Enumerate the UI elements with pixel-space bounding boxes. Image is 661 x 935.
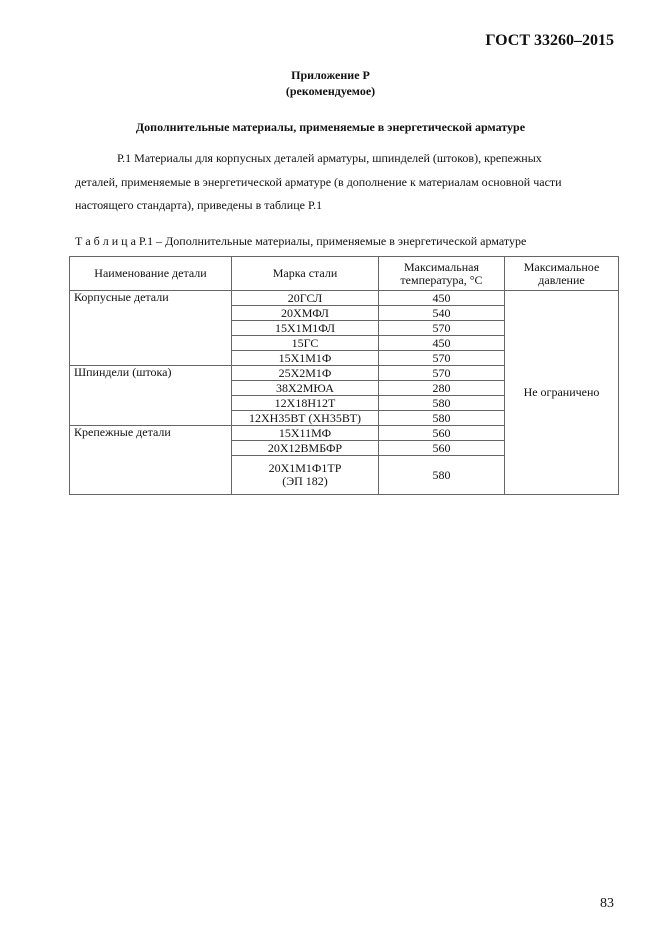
part-name-cell: Корпусные детали (70, 291, 232, 366)
part-name-cell: Крепежные детали (70, 426, 232, 495)
part-name-cell: Шпиндели (штока) (70, 366, 232, 426)
steel-grade-cell: 20Х1М1Ф1ТР (ЭП 182) (232, 456, 379, 495)
steel-grade-cell: 38Х2МЮА (232, 381, 379, 396)
table-row (70, 291, 619, 306)
steel-grade-cell: 15Х1М1Ф (232, 351, 379, 366)
max-temperature-cell: 560 (379, 441, 505, 456)
max-temperature-cell: 280 (379, 381, 505, 396)
steel-grade-cell: 15Х1М1ФЛ (232, 321, 379, 336)
paragraph-line: деталей, применяемые в энергетической арматуре (в дополнение к материалам основной части (75, 175, 562, 189)
section-title: Дополнительные материалы, применяемые в энергетической арматуре (135, 120, 526, 134)
max-temperature-cell: 580 (379, 396, 505, 411)
appendix-subtitle: (рекомендуемое) (285, 84, 376, 98)
paragraph-line: Р.1 Материалы для корпусных деталей арматуры, шпинделей (штоков), крепежных (117, 151, 542, 165)
max-temperature-cell: 570 (379, 321, 505, 336)
steel-grade-cell: 12ХН35ВТ (ХН35ВТ) (232, 411, 379, 426)
table-caption: Т а б л и ц а Р.1 – Дополнительные материалы, применяемые в энергетической арматуре (75, 234, 527, 248)
steel-grade-cell: 20Х12ВМБФР (232, 441, 379, 456)
document-code: ГОСТ 33260–2015 (485, 32, 614, 49)
max-temperature-cell: 450 (379, 291, 505, 306)
steel-grade-cell: 15ГС (232, 336, 379, 351)
max-temperature-cell: 560 (379, 426, 505, 441)
max-temperature-cell: 540 (379, 306, 505, 321)
column-header: Марка стали (232, 257, 379, 291)
steel-grade-cell: 25Х2М1Ф (232, 366, 379, 381)
paragraph-line: настоящего стандарта), приведены в таблице Р.1 (75, 198, 323, 212)
max-pressure-cell: Не ограничено (505, 291, 619, 495)
max-temperature-cell: 570 (379, 366, 505, 381)
appendix-title: Приложение Р (291, 68, 370, 82)
column-header: Максимальное давление (505, 257, 619, 291)
materials-table (69, 256, 619, 495)
max-temperature-cell: 580 (379, 411, 505, 426)
column-header: Наименование детали (70, 257, 232, 291)
steel-grade-cell: 15Х11МФ (232, 426, 379, 441)
max-temperature-cell: 570 (379, 351, 505, 366)
max-temperature-cell: 450 (379, 336, 505, 351)
steel-grade-cell: 20ГСЛ (232, 291, 379, 306)
column-header: Максимальная температура, °С (379, 257, 505, 291)
steel-grade-cell: 20ХМФЛ (232, 306, 379, 321)
page-number: 83 (600, 896, 614, 911)
max-temperature-cell: 580 (379, 456, 505, 495)
steel-grade-cell: 12Х18Н12Т (232, 396, 379, 411)
